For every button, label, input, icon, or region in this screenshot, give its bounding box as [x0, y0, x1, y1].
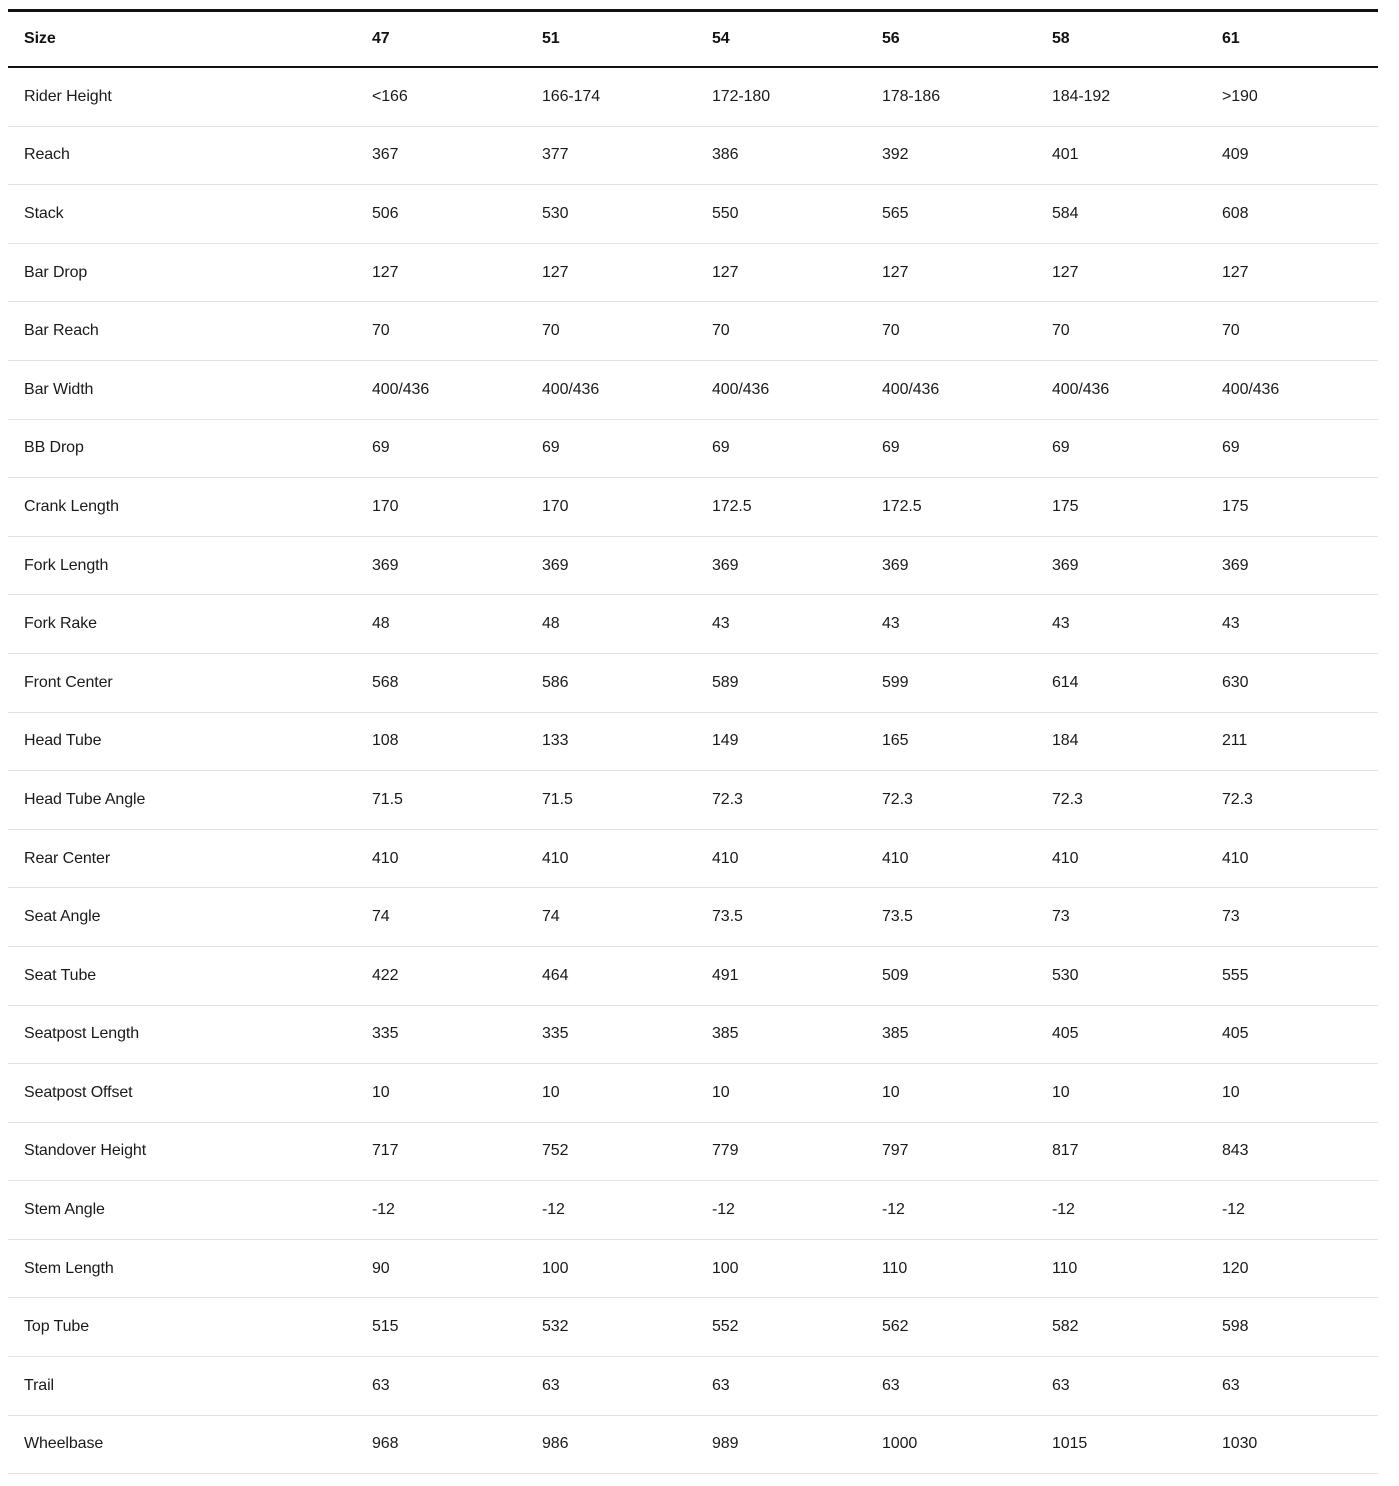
spec-value: 72.3 [1036, 771, 1206, 830]
spec-label: Top Tube [8, 1298, 356, 1357]
spec-value: 73.5 [696, 888, 866, 947]
header-size-47: 47 [356, 11, 526, 68]
spec-value: 608 [1206, 185, 1378, 244]
spec-value: 367 [356, 126, 526, 185]
spec-label: Seat Tube [8, 946, 356, 1005]
spec-value: 1015 [1036, 1415, 1206, 1474]
spec-value: -12 [696, 1181, 866, 1240]
spec-row-fork-rake [8, 595, 1378, 654]
spec-value: 127 [356, 243, 526, 302]
spec-value: 108 [356, 712, 526, 771]
spec-value: 968 [356, 1415, 526, 1474]
spec-value: 71.5 [526, 771, 696, 830]
spec-value: 127 [866, 243, 1036, 302]
spec-label: Seat Angle [8, 888, 356, 947]
spec-label: Standover Height [8, 1122, 356, 1181]
spec-value: 614 [1036, 653, 1206, 712]
spec-label: Fork Rake [8, 595, 356, 654]
spec-value: 565 [866, 185, 1036, 244]
spec-value: 63 [356, 1357, 526, 1416]
spec-value: 10 [696, 1064, 866, 1123]
spec-value: 43 [866, 595, 1036, 654]
spec-label: Bar Reach [8, 302, 356, 361]
spec-row-stem-length [8, 1239, 1378, 1298]
spec-value: 69 [1206, 419, 1378, 478]
spec-value: 817 [1036, 1122, 1206, 1181]
spec-row-head-tube-angle [8, 771, 1378, 830]
spec-value: 48 [526, 595, 696, 654]
spec-value: 70 [1036, 302, 1206, 361]
spec-value: 170 [356, 478, 526, 537]
spec-value: 10 [526, 1064, 696, 1123]
spec-value: 70 [1206, 302, 1378, 361]
spec-value: <166 [356, 67, 526, 126]
spec-value: 72.3 [1206, 771, 1378, 830]
spec-value: 100 [526, 1239, 696, 1298]
spec-value: -12 [526, 1181, 696, 1240]
spec-value: 63 [526, 1357, 696, 1416]
header-size-56: 56 [866, 11, 1036, 68]
spec-value: 110 [1036, 1239, 1206, 1298]
spec-value: 1030 [1206, 1415, 1378, 1474]
spec-value: 211 [1206, 712, 1378, 771]
spec-value: 74 [526, 888, 696, 947]
spec-value: 410 [866, 829, 1036, 888]
spec-value: 73 [1036, 888, 1206, 947]
spec-value: 369 [356, 536, 526, 595]
spec-value: 110 [866, 1239, 1036, 1298]
spec-row-rear-center [8, 829, 1378, 888]
spec-value: 532 [526, 1298, 696, 1357]
spec-value: 385 [866, 1005, 1036, 1064]
spec-value: 401 [1036, 126, 1206, 185]
spec-value: 797 [866, 1122, 1036, 1181]
spec-row-trail [8, 1357, 1378, 1416]
spec-value: 599 [866, 653, 1036, 712]
spec-value: 400/436 [696, 360, 866, 419]
spec-value: 74 [356, 888, 526, 947]
spec-value: 598 [1206, 1298, 1378, 1357]
spec-value: 530 [1036, 946, 1206, 1005]
spec-value: 165 [866, 712, 1036, 771]
header-size-58: 58 [1036, 11, 1206, 68]
spec-value: 515 [356, 1298, 526, 1357]
spec-value: 335 [356, 1005, 526, 1064]
spec-value: 120 [1206, 1239, 1378, 1298]
spec-value: 69 [526, 419, 696, 478]
spec-value: 43 [1206, 595, 1378, 654]
spec-value: 63 [696, 1357, 866, 1416]
spec-value: 369 [1036, 536, 1206, 595]
spec-row-top-tube [8, 1298, 1378, 1357]
spec-value: 986 [526, 1415, 696, 1474]
spec-value: 562 [866, 1298, 1036, 1357]
spec-value: 464 [526, 946, 696, 1005]
spec-label: Front Center [8, 653, 356, 712]
spec-value: 369 [866, 536, 1036, 595]
spec-row-bar-width [8, 360, 1378, 419]
spec-label: Stem Angle [8, 1181, 356, 1240]
spec-value: 170 [526, 478, 696, 537]
spec-value: 10 [356, 1064, 526, 1123]
spec-row-front-center [8, 653, 1378, 712]
spec-label: Wheelbase [8, 1415, 356, 1474]
spec-label: Head Tube [8, 712, 356, 771]
spec-value: 509 [866, 946, 1036, 1005]
spec-value: >190 [1206, 67, 1378, 126]
spec-value: 43 [1036, 595, 1206, 654]
spec-value: 989 [696, 1415, 866, 1474]
spec-value: 400/436 [1206, 360, 1378, 419]
spec-row-bb-drop [8, 419, 1378, 478]
spec-value: 63 [1036, 1357, 1206, 1416]
spec-value: 10 [1036, 1064, 1206, 1123]
header-size-label: Size [8, 11, 356, 68]
spec-value: 63 [1206, 1357, 1378, 1416]
spec-value: 175 [1206, 478, 1378, 537]
spec-value: 589 [696, 653, 866, 712]
spec-value: 400/436 [526, 360, 696, 419]
spec-value: 752 [526, 1122, 696, 1181]
spec-value: 172-180 [696, 67, 866, 126]
spec-value: 70 [356, 302, 526, 361]
spec-value: 127 [1036, 243, 1206, 302]
spec-value: 369 [696, 536, 866, 595]
spec-value: 175 [1036, 478, 1206, 537]
spec-value: 10 [866, 1064, 1036, 1123]
header-size-61: 61 [1206, 11, 1378, 68]
spec-value: 69 [1036, 419, 1206, 478]
spec-row-seat-angle [8, 888, 1378, 947]
spec-row-seat-tube [8, 946, 1378, 1005]
spec-value: 630 [1206, 653, 1378, 712]
header-row [8, 11, 1378, 68]
spec-value: 69 [356, 419, 526, 478]
spec-row-standover-height [8, 1122, 1378, 1181]
spec-value: 410 [1206, 829, 1378, 888]
spec-value: 400/436 [356, 360, 526, 419]
spec-value: 127 [526, 243, 696, 302]
spec-value: 178-186 [866, 67, 1036, 126]
spec-value: 377 [526, 126, 696, 185]
spec-value: 586 [526, 653, 696, 712]
spec-label: Stack [8, 185, 356, 244]
spec-label: Head Tube Angle [8, 771, 356, 830]
spec-value: 100 [696, 1239, 866, 1298]
spec-value: 72.3 [866, 771, 1036, 830]
spec-value: 369 [1206, 536, 1378, 595]
spec-row-head-tube [8, 712, 1378, 771]
spec-value: 582 [1036, 1298, 1206, 1357]
spec-value: 70 [866, 302, 1036, 361]
spec-label: Fork Length [8, 536, 356, 595]
spec-value: 335 [526, 1005, 696, 1064]
spec-value: 568 [356, 653, 526, 712]
spec-row-stem-angle [8, 1181, 1378, 1240]
spec-label: Stem Length [8, 1239, 356, 1298]
spec-value: 1000 [866, 1415, 1036, 1474]
spec-value: 69 [866, 419, 1036, 478]
spec-value: 133 [526, 712, 696, 771]
spec-value: 409 [1206, 126, 1378, 185]
geometry-table-container [8, 9, 1378, 1474]
spec-label: Rear Center [8, 829, 356, 888]
spec-label: BB Drop [8, 419, 356, 478]
spec-value: 90 [356, 1239, 526, 1298]
spec-row-seatpost-offset [8, 1064, 1378, 1123]
spec-value: 405 [1036, 1005, 1206, 1064]
spec-value: 717 [356, 1122, 526, 1181]
spec-label: Seatpost Length [8, 1005, 356, 1064]
spec-value: 550 [696, 185, 866, 244]
spec-value: 166-174 [526, 67, 696, 126]
spec-value: 400/436 [866, 360, 1036, 419]
spec-row-stack [8, 185, 1378, 244]
spec-value: 184 [1036, 712, 1206, 771]
spec-value: 530 [526, 185, 696, 244]
spec-value: 70 [526, 302, 696, 361]
spec-value: 555 [1206, 946, 1378, 1005]
spec-value: 386 [696, 126, 866, 185]
spec-value: 410 [356, 829, 526, 888]
spec-value: 405 [1206, 1005, 1378, 1064]
spec-value: 172.5 [866, 478, 1036, 537]
header-size-51: 51 [526, 11, 696, 68]
spec-label: Bar Width [8, 360, 356, 419]
spec-value: -12 [866, 1181, 1036, 1240]
spec-row-wheelbase [8, 1415, 1378, 1474]
spec-value: 43 [696, 595, 866, 654]
spec-value: 70 [696, 302, 866, 361]
spec-row-reach [8, 126, 1378, 185]
spec-value: 184-192 [1036, 67, 1206, 126]
spec-label: Rider Height [8, 67, 356, 126]
spec-value: -12 [1206, 1181, 1378, 1240]
spec-label: Crank Length [8, 478, 356, 537]
spec-value: 63 [866, 1357, 1036, 1416]
geometry-table [8, 9, 1378, 1474]
spec-value: 392 [866, 126, 1036, 185]
spec-value: 506 [356, 185, 526, 244]
spec-value: 400/436 [1036, 360, 1206, 419]
spec-value: 48 [356, 595, 526, 654]
spec-value: 410 [1036, 829, 1206, 888]
spec-value: 779 [696, 1122, 866, 1181]
spec-value: 843 [1206, 1122, 1378, 1181]
spec-row-rider-height [8, 67, 1378, 126]
spec-row-bar-reach [8, 302, 1378, 361]
spec-value: 552 [696, 1298, 866, 1357]
spec-value: -12 [1036, 1181, 1206, 1240]
spec-value: 172.5 [696, 478, 866, 537]
spec-label: Bar Drop [8, 243, 356, 302]
spec-value: 127 [1206, 243, 1378, 302]
spec-value: 73 [1206, 888, 1378, 947]
spec-value: 422 [356, 946, 526, 1005]
spec-value: 127 [696, 243, 866, 302]
spec-row-seatpost-length [8, 1005, 1378, 1064]
spec-value: 72.3 [696, 771, 866, 830]
spec-value: 491 [696, 946, 866, 1005]
spec-value: 385 [696, 1005, 866, 1064]
spec-value: 69 [696, 419, 866, 478]
spec-value: 410 [526, 829, 696, 888]
spec-value: 410 [696, 829, 866, 888]
spec-value: -12 [356, 1181, 526, 1240]
spec-row-fork-length [8, 536, 1378, 595]
spec-value: 149 [696, 712, 866, 771]
spec-row-bar-drop [8, 243, 1378, 302]
header-size-54: 54 [696, 11, 866, 68]
spec-label: Seatpost Offset [8, 1064, 356, 1123]
spec-label: Reach [8, 126, 356, 185]
spec-value: 71.5 [356, 771, 526, 830]
spec-row-crank-length [8, 478, 1378, 537]
spec-value: 10 [1206, 1064, 1378, 1123]
spec-value: 369 [526, 536, 696, 595]
spec-label: Trail [8, 1357, 356, 1416]
spec-value: 73.5 [866, 888, 1036, 947]
spec-value: 584 [1036, 185, 1206, 244]
